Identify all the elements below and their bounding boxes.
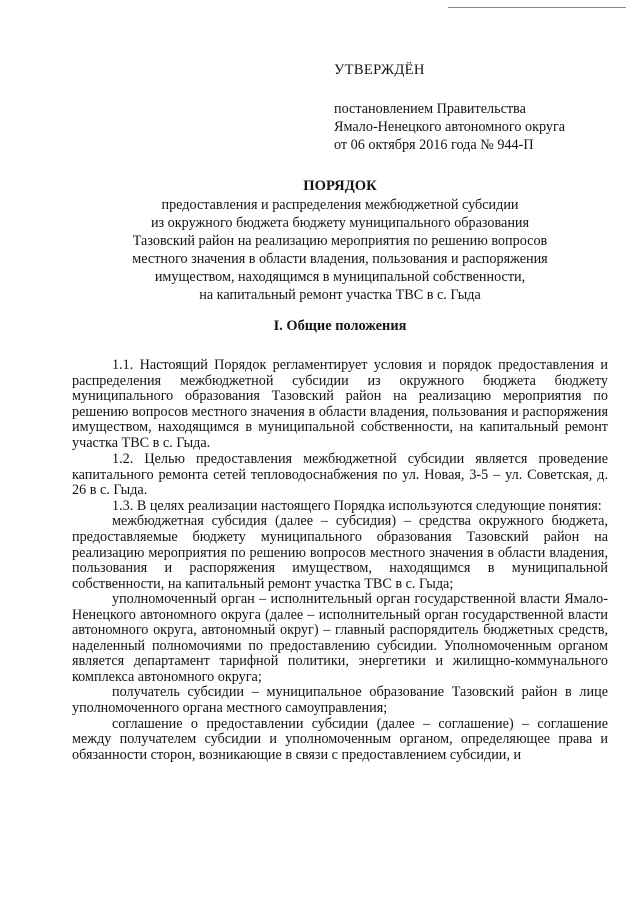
approval-line: от 06 октября 2016 года № 944-П bbox=[334, 137, 534, 153]
document-subtitle bbox=[60, 196, 620, 305]
subtitle-line: Тазовский район на реализацию мероприятия по решению вопросов bbox=[132, 233, 548, 250]
paragraph-1-3: 1.3. В целях реализации настоящего Порядка используются следующие понятия: bbox=[112, 497, 602, 514]
definition-recipient: получатель субсидии – муниципальное образование Тазовский район в лице уполномоченного органа местного самоуправления; bbox=[72, 684, 608, 717]
approval-block bbox=[334, 60, 624, 154]
paragraph-1-1: 1.1. Настоящий Порядок регламентирует условия и порядок предоставления и распределения межбюджетной субсидии из окружного бюджета бюджету муниципального образования Тазовский район на реализацию мероприятия по решению вопросов местного значения в области владения, пользования и распоряжения имуществом, находящимся в муниципальной собственности, на капитальный ремонт участка ТВС в с. Гыда. bbox=[72, 357, 608, 451]
subtitle-line: на капитальный ремонт участка ТВС в с. Гыда bbox=[199, 287, 481, 304]
subtitle-line: местного значения в области владения, пользования и распоряжения bbox=[132, 251, 548, 268]
subtitle-line: предоставления и распределения межбюджетной субсидии bbox=[161, 197, 519, 213]
subtitle-line: из окружного бюджета бюджету муниципального образования bbox=[150, 215, 530, 232]
subtitle-line: имуществом, находящимся в муниципальной собственности, bbox=[154, 269, 526, 286]
definition-authorized-body: уполномоченный орган – исполнительный орган государственной власти Ямало-Ненецкого автономного округа (далее – исполнительный орган государственной власти автономного округа, автономный округ) – главный распорядитель бюджетных средств, наделенный полномочиями по предоставлению субсидии. Уполномоченным органом является департамент тарифной политики, энергетики и жилищно-коммунального комплекса автономного округа; bbox=[72, 591, 608, 685]
approval-line: постановлением Правительства bbox=[334, 101, 526, 117]
document-title: ПОРЯДОК bbox=[303, 178, 377, 194]
definition-agreement: соглашение о предоставлении субсидии (далее – соглашение) – соглашение между получателем субсидии и уполномоченным органом, определяющее права и обязанности сторон, возникающие в связи с предоставлением субсидии, и bbox=[72, 715, 608, 763]
scan-edge-line bbox=[448, 7, 626, 8]
section-body bbox=[72, 358, 608, 763]
section-heading: I. Общие положения bbox=[273, 318, 407, 334]
approval-title: УТВЕРЖДЁН bbox=[334, 62, 425, 78]
approval-line: Ямало-Ненецкого автономного округа bbox=[334, 119, 566, 135]
paragraph-1-2: 1.2. Целью предоставления межбюджетной субсидии является проведение капитального ремонта сетей тепловодоснабжения по ул. Новая, 3-5 – ул. Советская, д. 26 в с. Гыда. bbox=[72, 451, 608, 499]
definition-subsidy: межбюджетная субсидия (далее – субсидия) – средства окружного бюджета, предоставляемые бюджету муниципального образования Тазовский район на реализацию мероприятия по решению вопросов местного значения в области владения, пользования и распоряжения имуществом, находящимся в муниципальной собственности, на капитальный ремонт участка ТВС в с. Гыда; bbox=[72, 513, 608, 592]
